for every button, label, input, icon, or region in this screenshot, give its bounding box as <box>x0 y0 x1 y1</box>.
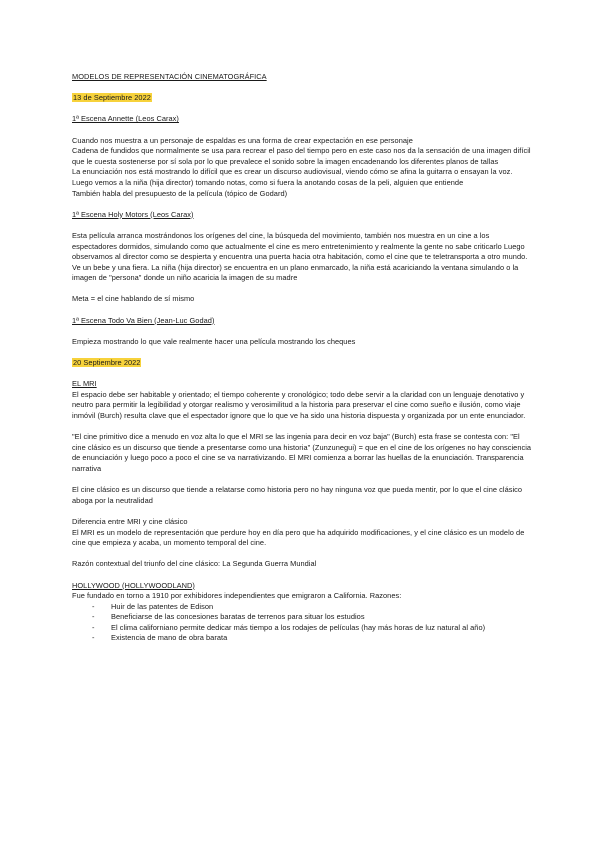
todo-va-bien-paragraph: Empieza mostrando lo que vale realmente hacer una película mostrando los cheques <box>72 336 356 346</box>
list-item <box>92 602 534 613</box>
section-heading-mri: EL MRI <box>72 379 97 389</box>
dash-bullet: - <box>92 601 95 611</box>
document-body <box>72 72 534 644</box>
document-title: MODELOS DE REPRESENTACIÓN CINEMATOGRÁFICA <box>72 72 267 81</box>
hollywood-paragraph: Fue fundado en torno a 1910 por exhibidores independientes que emigraron a California. Razones: <box>72 591 402 601</box>
list-item <box>92 612 534 623</box>
mri-paragraph-3: El cine clásico es un discurso que tiende a relatarse como historia pero no hay ninguna voz que pueda mentir, por lo que el cine clásico aboga por la neutralidad <box>72 485 523 505</box>
section-heading-todo-va-bien: 1ª Escena Todo Va Bien (Jean-Luc Godad) <box>72 315 215 325</box>
date-heading-2 <box>72 358 534 369</box>
annette-paragraph-4: También habla del presupuesto de la película (tópico de Godard) <box>72 188 288 198</box>
mri-context-reason: Razón contextual del triunfo del cine clásico: La Segunda Guerra Mundial <box>72 559 317 569</box>
date-highlight-2: 20 Septiembre 2022 <box>73 358 141 368</box>
list-item-text: Existencia de mano de obra barata <box>111 633 228 643</box>
meta-note: Meta = el cine hablando de sí mismo <box>72 294 195 304</box>
mri-difference-paragraph: El MRI es un modelo de representación que perdure hoy en día pero que ha adquirido modificaciones, y el cine clásico es un modelo de cine que empieza y acaba, un momento temporal del cine. <box>72 527 525 548</box>
section-heading-holy-motors: 1ª Escena Holy Motors (Leos Carax) <box>72 209 194 219</box>
hollywood-reasons-list <box>72 602 534 644</box>
annette-paragraph-3: La enunciación nos está mostrando lo difícil que es crear un discurso audiovisual, viendo cómo se afina la guitarra o ensayan la voz. Luego vemos a la niña (hija director) tomando notas, como si fuera la anotando cosas de la peli, alguien que entiende <box>72 167 513 187</box>
mri-paragraph-1: El espacio debe ser habitable y orientado; el tiempo coherente y cronológico; todo debe servir a la claridad con un lenguaje denotativo y neutro para permitir la legibilidad y otorgar realismo y verosimilitud a la historia para preservar el cine como sueño e ilusión, como viaje inmóvil (Burch) resulta clave que el espectador ignore que lo que ve ha sido una historia dispuesta y organizada por un ente enunciador. <box>72 389 526 420</box>
list-item <box>92 633 534 644</box>
list-item-text: El clima californiano permite dedicar más tiempo a los rodajes de películas (hay más horas de luz natural al año) <box>111 622 486 632</box>
list-item <box>92 623 534 634</box>
date-highlight-1: 13 de Septiembre 2022 <box>73 93 151 103</box>
holy-motors-paragraph: Esta película arranca mostrándonos los orígenes del cine, la búsqueda del movimiento, también nos muestra en un cine a los espectadores dormidos, simulando como que actualmente el cine es mero entretenimiento y realmente la gente no sabe criticarlo Luego observamos al director como se despierta y encuentra una puerta hacia otra habitación, como el cine que te teletransporta a otro mundo. Ve un bebe y una fiera. La niña (hija director) se encuentra en un plano enmarcado, la niña está acariciando la ventana simulando o la imagen de "persona" donde un niño acaricia la imagen de su madre <box>72 230 528 283</box>
section-heading-hollywood: HOLLYWOOD (HOLLYWOODLAND) <box>72 580 195 590</box>
dash-bullet: - <box>92 622 95 632</box>
list-item-text: Huir de las patentes de Edison <box>111 601 214 611</box>
section-heading-annette: 1ª Escena Annette (Leos Carax) <box>72 114 179 124</box>
mri-difference-heading: Diferencia entre MRI y cine clásico <box>72 516 188 526</box>
list-item-text: Beneficiarse de las concesiones baratas de terrenos para situar los estudios <box>111 612 365 622</box>
annette-paragraph-2: Cadena de fundidos que normalmente se usa para recrear el paso del tiempo pero en este caso nos da la sensación de una imagen difícil que le cuesta sostenerse por sí sola por lo que prevalece el sonido sobre la imagen encadenando los diferentes planos de tallas <box>72 146 531 166</box>
date-heading-1 <box>72 93 534 104</box>
dash-bullet: - <box>92 612 95 622</box>
dash-bullet: - <box>92 633 95 643</box>
mri-paragraph-2: "El cine primitivo dice a menudo en voz alta lo que el MRI se las ingenia para decir en voz baja" (Burch) esta frase se contesta con: "El cine clásico es un discurso que tiende a presentarse como una historia" (Zunzunegui) = que en el cine de los orígenes no hay consciencia de enunciación y luego poco a poco el cine se va narrativizando. El MRI comienza a borrar las huellas de la enunciación. Transparencia narrativa <box>72 432 532 473</box>
annette-paragraph-1: Cuando nos muestra a un personaje de espaldas es una forma de crear expectación en ese personaje <box>72 135 413 145</box>
